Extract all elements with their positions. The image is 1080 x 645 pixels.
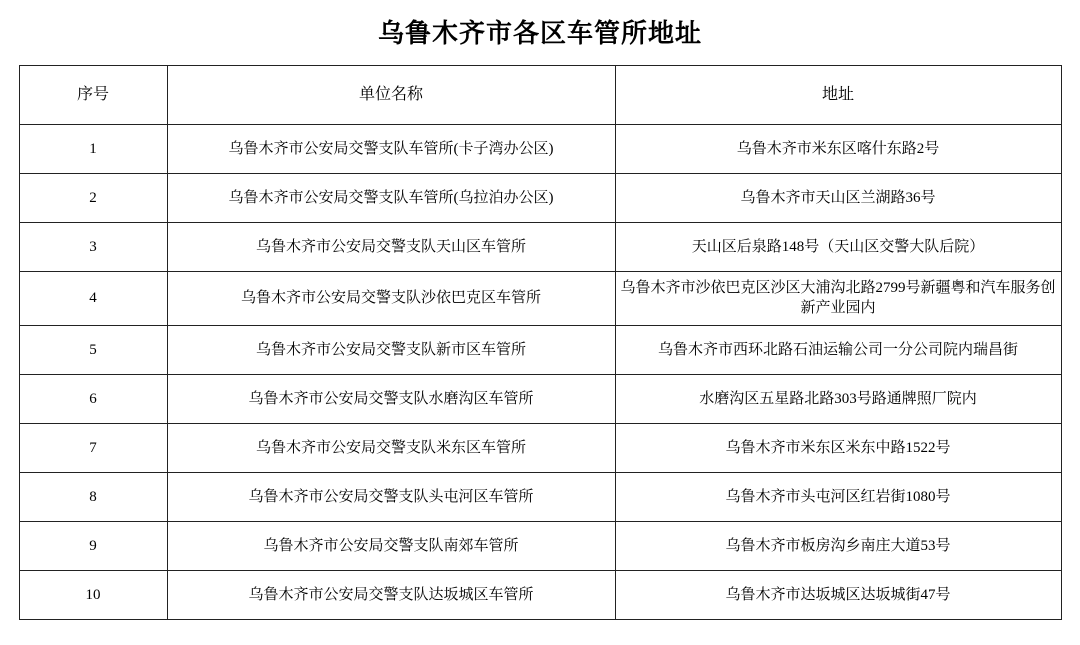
column-header-index: 序号 [19, 66, 167, 125]
table-row [19, 521, 1061, 570]
cell-name: 乌鲁木齐市公安局交警支队沙依巴克区车管所 [167, 272, 615, 326]
table-row [19, 272, 1061, 326]
cell-index: 7 [19, 423, 167, 472]
cell-name: 乌鲁木齐市公安局交警支队车管所(卡子湾办公区) [167, 125, 615, 174]
table-row [19, 223, 1061, 272]
cell-address: 乌鲁木齐市米东区米东中路1522号 [615, 423, 1061, 472]
table-row [19, 423, 1061, 472]
cell-index: 6 [19, 374, 167, 423]
column-header-address: 地址 [615, 66, 1061, 125]
cell-address: 天山区后泉路148号（天山区交警大队后院） [615, 223, 1061, 272]
table-header [19, 66, 1061, 125]
cell-name: 乌鲁木齐市公安局交警支队达坂城区车管所 [167, 570, 615, 619]
cell-name: 乌鲁木齐市公安局交警支队南郊车管所 [167, 521, 615, 570]
cell-address: 乌鲁木齐市天山区兰湖路36号 [615, 174, 1061, 223]
cell-index: 4 [19, 272, 167, 326]
cell-name: 乌鲁木齐市公安局交警支队车管所(乌拉泊办公区) [167, 174, 615, 223]
table-row [19, 325, 1061, 374]
cell-index: 2 [19, 174, 167, 223]
table-header-row [19, 66, 1061, 125]
cell-index: 10 [19, 570, 167, 619]
cell-address: 水磨沟区五星路北路303号路通牌照厂院内 [615, 374, 1061, 423]
cell-address: 乌鲁木齐市沙依巴克区沙区大浦沟北路2799号新疆粤和汽车服务创新产业园内 [615, 272, 1061, 326]
cell-name: 乌鲁木齐市公安局交警支队水磨沟区车管所 [167, 374, 615, 423]
cell-address: 乌鲁木齐市头屯河区红岩街1080号 [615, 472, 1061, 521]
cell-index: 1 [19, 125, 167, 174]
table-body [19, 125, 1061, 620]
cell-index: 9 [19, 521, 167, 570]
cell-name: 乌鲁木齐市公安局交警支队天山区车管所 [167, 223, 615, 272]
page-title: 乌鲁木齐市各区车管所地址 [377, 19, 702, 48]
table-row [19, 125, 1061, 174]
cell-name: 乌鲁木齐市公安局交警支队新市区车管所 [167, 325, 615, 374]
column-header-name: 单位名称 [167, 66, 615, 125]
cell-address: 乌鲁木齐市西环北路石油运输公司一分公司院内瑞昌街 [615, 325, 1061, 374]
cell-name: 乌鲁木齐市公安局交警支队头屯河区车管所 [167, 472, 615, 521]
vehicle-admin-office-address-table [19, 65, 1062, 620]
table-row [19, 374, 1061, 423]
cell-address: 乌鲁木齐市达坂城区达坂城街47号 [615, 570, 1061, 619]
table-row [19, 174, 1061, 223]
cell-index: 5 [19, 325, 167, 374]
table-row [19, 570, 1061, 619]
cell-address: 乌鲁木齐市板房沟乡南庄大道53号 [615, 521, 1061, 570]
cell-index: 3 [19, 223, 167, 272]
table-row [19, 472, 1061, 521]
cell-address: 乌鲁木齐市米东区喀什东路2号 [615, 125, 1061, 174]
cell-index: 8 [19, 472, 167, 521]
cell-name: 乌鲁木齐市公安局交警支队米东区车管所 [167, 423, 615, 472]
